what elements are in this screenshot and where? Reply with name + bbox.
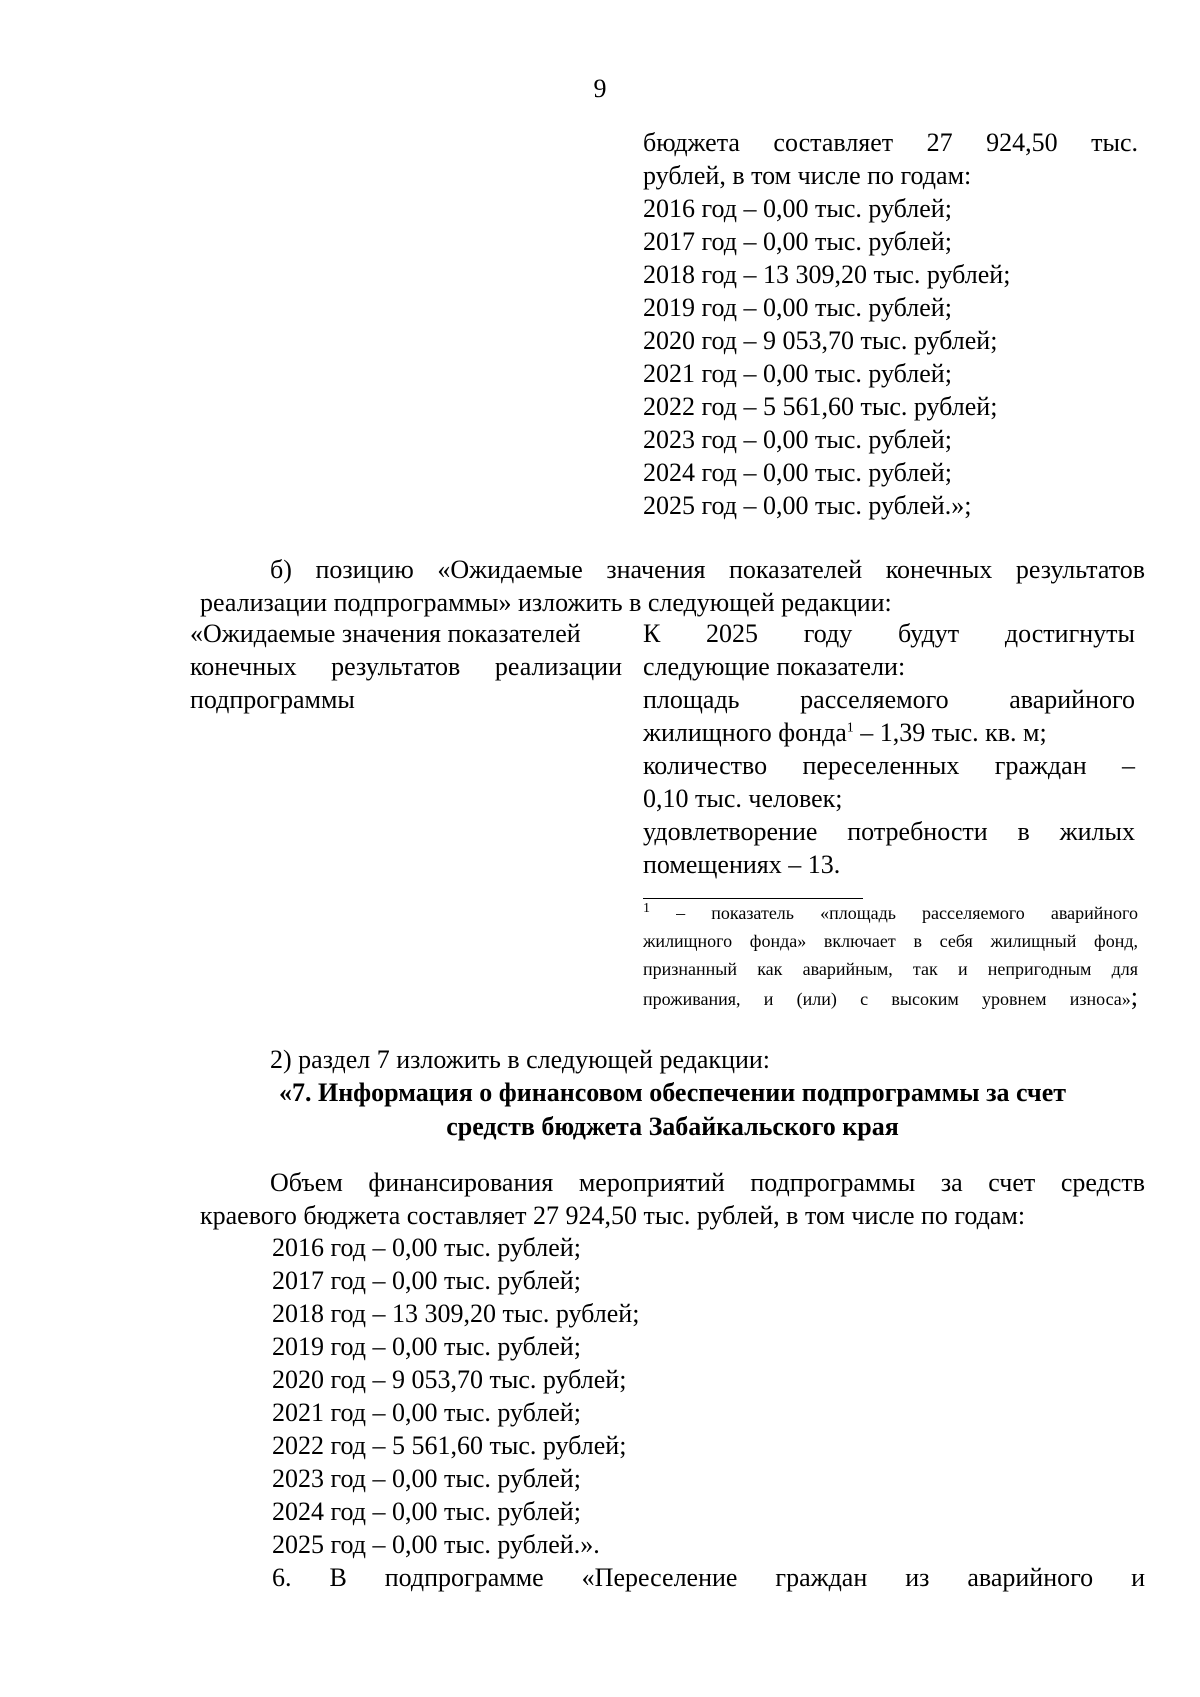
indicators-label-cell (190, 617, 622, 716)
footnote-line (643, 983, 1138, 1013)
list-item: 2022 год – 5 561,60 тыс. рублей; (272, 1431, 627, 1460)
text-line: следующие показатели: (643, 652, 906, 681)
text-line: 2017 год – 0,00 тыс. рублей; (643, 227, 952, 256)
list-item: 2020 год – 9 053,70 тыс. рублей; (272, 1365, 627, 1394)
text-line: К 2025 году будут достигнуты (643, 619, 1135, 648)
section-2 (200, 1043, 1145, 1076)
text-line: 2019 год – 0,00 тыс. рублей; (643, 293, 952, 322)
list-item: 2017 год – 0,00 тыс. рублей; (272, 1266, 581, 1295)
text-line: рублей, в том числе по годам: (643, 161, 972, 190)
list-item: 2023 год – 0,00 тыс. рублей; (272, 1464, 581, 1493)
text-line: бюджета составляет 27 924,50 тыс. (643, 128, 1138, 157)
section-intro: 2) раздел 7 изложить в следующей редакции: (270, 1045, 771, 1074)
text-line: 0,10 тыс. человек; (643, 784, 843, 813)
text-line: 2023 год – 0,00 тыс. рублей; (643, 425, 952, 454)
indicators-value-cell (643, 617, 1135, 881)
text-fragment: ; (1130, 982, 1138, 1011)
text-fragment: проживания, и (или) с высоким уровнем износа» (643, 989, 1131, 1009)
text-line: 2024 год – 0,00 тыс. рублей; (643, 458, 952, 487)
text-fragment: – 1,39 тыс. кв. м; (853, 718, 1047, 747)
section-heading (200, 1076, 1145, 1144)
paragraph-b (200, 553, 1145, 619)
text-line: удовлетворение потребности в жилых (643, 817, 1135, 846)
text-line: «Ожидаемые значения показателей (190, 619, 581, 648)
text-line: 2022 год – 5 561,60 тыс. рублей; (643, 392, 998, 421)
footnote (643, 899, 1138, 1013)
list-item: 2024 год – 0,00 тыс. рублей; (272, 1497, 581, 1526)
text-line: Объем финансирования мероприятий подпрограммы за счет средств (270, 1168, 1145, 1197)
footnote-line: признанный как аварийным, так и непригодным для (643, 959, 1138, 979)
page-number: 9 (593, 74, 607, 103)
text-line (643, 716, 1135, 749)
footnote-line (643, 899, 1138, 927)
list-item: 2021 год – 0,00 тыс. рублей; (272, 1398, 581, 1427)
footnote-line: жилищного фонда» включает в себя жилищный фонд, (643, 931, 1138, 951)
text-line: подпрограммы (190, 685, 355, 714)
heading-line: средств бюджета Забайкальского края (446, 1112, 899, 1141)
text-line: количество переселенных граждан – (643, 751, 1135, 780)
text-line: площадь расселяемого аварийного (643, 685, 1135, 714)
funding-paragraph (200, 1166, 1145, 1232)
funding-block-top (643, 126, 1138, 522)
list-item: 2016 год – 0,00 тыс. рублей; (272, 1233, 581, 1262)
text-line: помещениях – 13. (643, 850, 841, 879)
list-item: 2019 год – 0,00 тыс. рублей; (272, 1332, 581, 1361)
text-line: 2020 год – 9 053,70 тыс. рублей; (643, 326, 998, 355)
text-line: 2025 год – 0,00 тыс. рублей.»; (643, 491, 972, 520)
funding-years-list (272, 1231, 972, 1561)
footnote-ref: 1 (846, 720, 854, 736)
text-line: б) позицию «Ожидаемые значения показателей конечных результатов (270, 555, 1145, 584)
text-line: 6. В подпрограмме «Переселение граждан из аварийного и (272, 1563, 1145, 1592)
text-line: 2021 год – 0,00 тыс. рублей; (643, 359, 952, 388)
text-fragment: – показатель «площадь расселяемого аварийного (650, 903, 1138, 923)
list-item: 2025 год – 0,00 тыс. рублей.». (272, 1530, 600, 1559)
text-fragment: жилищного фонда (643, 718, 847, 747)
text-line: конечных результатов реализации (190, 652, 622, 681)
text-line: краевого бюджета составляет 27 924,50 тыс. рублей, в том числе по годам: (200, 1201, 1026, 1230)
text-line: реализации подпрограммы» изложить в следующей редакции: (200, 588, 892, 617)
text-line: 2018 год – 13 309,20 тыс. рублей; (643, 260, 1011, 289)
heading-line: «7. Информация о финансовом обеспечении подпрограммы за счет (278, 1078, 1067, 1107)
text-line: 2016 год – 0,00 тыс. рублей; (643, 194, 952, 223)
list-item: 2018 год – 13 309,20 тыс. рублей; (272, 1299, 640, 1328)
footnote-marker: 1 (643, 901, 650, 916)
item-6 (272, 1561, 1145, 1594)
